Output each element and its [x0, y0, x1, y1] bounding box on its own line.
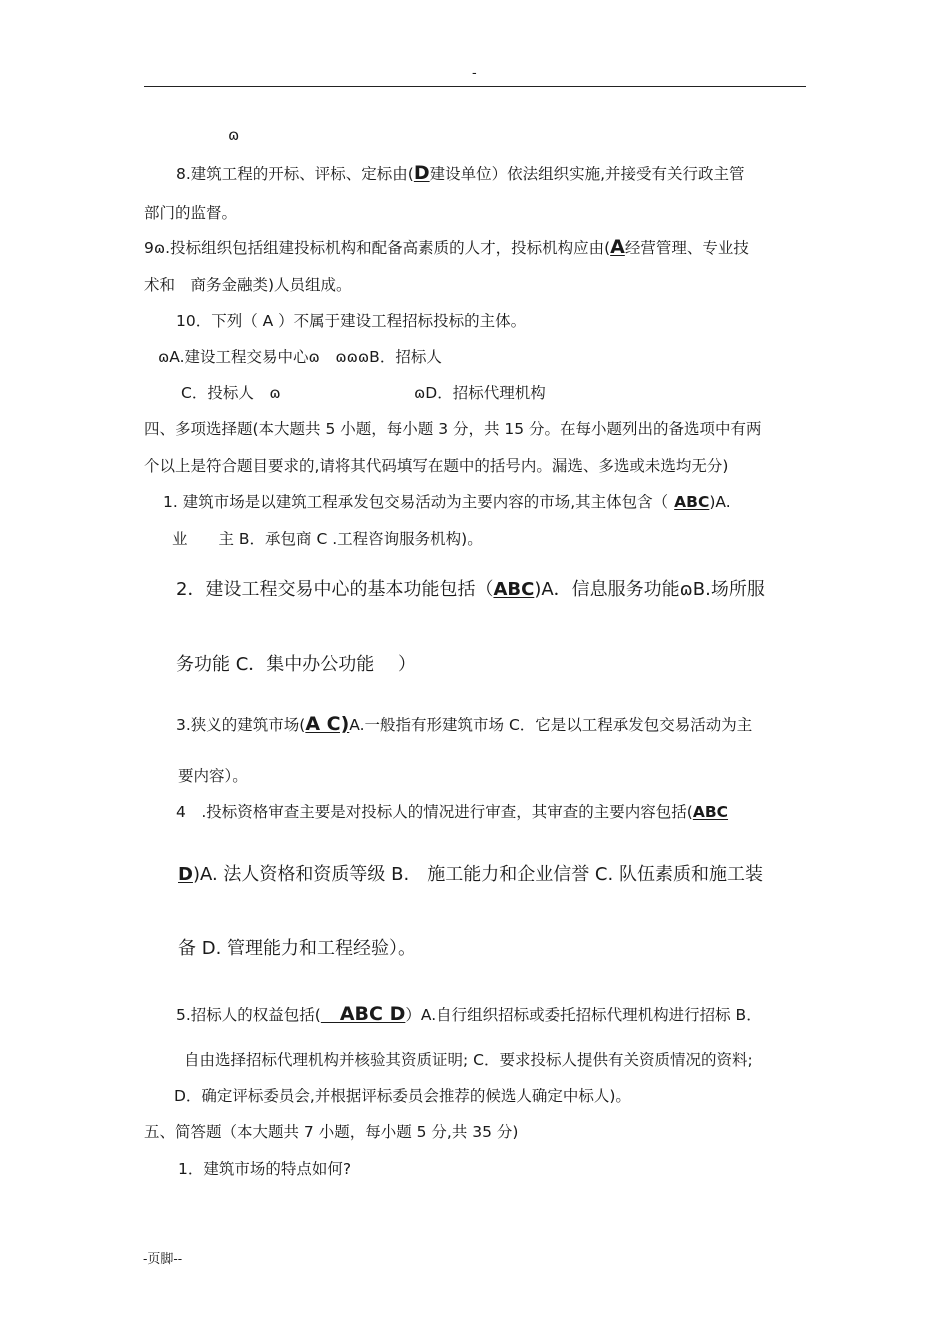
- header-dash: -: [472, 66, 477, 81]
- question-9-continued: 术和 商务金融类)人员组成。: [144, 276, 352, 294]
- multi-question-1-text-end: )A.: [709, 493, 731, 511]
- question-9: [144, 236, 749, 258]
- multi-question-4-answer: ABC: [692, 803, 729, 821]
- page-footer: -页脚--: [143, 1252, 183, 1267]
- multi-question-4-options: [178, 860, 763, 886]
- question-10: 10．下列（ A ）不属于建设工程招标投标的主体。: [176, 312, 527, 330]
- multi-question-1-answer: ABC: [674, 493, 710, 511]
- question-10-options-ab: ɷA.建设工程交易中心ɷ ɷɷɷB．招标人: [158, 348, 442, 366]
- multi-question-3-text: 3.狭义的建筑市场(: [176, 716, 306, 734]
- multi-question-2: [176, 575, 765, 601]
- section-4-title: 四、多项选择题(本大题共 5 小题，每小题 3 分，共 15 分。在每小题列出的备选项中有两: [144, 420, 762, 438]
- multi-question-3-text-end: A.一般指有形建筑市场 C．它是以工程承发包交易活动为主: [349, 716, 753, 734]
- multi-question-2-continued: 务功能 C．集中办公功能 ）: [176, 654, 417, 675]
- multi-question-4-options-text: )A. 法人资格和资质等级 B. 施工能力和企业信誉 C. 队伍素质和施工装: [192, 864, 763, 885]
- section-4-instructions: 个以上是符合题目要求的,请将其代码填写在题中的括号内。漏选、多选或未选均无分): [144, 457, 729, 475]
- multi-question-3-continued: 要内容）。: [178, 767, 248, 785]
- multi-question-3: [176, 713, 752, 735]
- multi-question-1-continued: 业 主 B．承包商 C .工程咨询服务机构)。: [172, 530, 483, 548]
- question-10-option-d: ɷD．招标代理机构: [414, 384, 546, 402]
- question-8-text: 8.建筑工程的开标、评标、定标由(: [176, 165, 414, 183]
- multi-question-1: [163, 490, 731, 512]
- multi-question-4-continued: 备 D. 管理能力和工程经验）。: [178, 938, 417, 959]
- multi-question-5-answer: ABC D: [320, 1003, 406, 1025]
- question-8-continued: 部门的监督。: [144, 204, 238, 222]
- multi-question-4: [176, 800, 728, 822]
- question-10-option-c: C．投标人 ɷ: [181, 384, 281, 402]
- multi-question-2-text-end: )A．信息服务功能ɷB.场所服: [534, 579, 765, 600]
- question-8-text-end: 建设单位）依法组织实施,并接受有关行政主管: [429, 165, 745, 183]
- stray-symbol: ɷ: [228, 126, 240, 144]
- short-question-1: 1．建筑市场的特点如何?: [178, 1160, 352, 1178]
- question-9-answer: A: [610, 236, 625, 258]
- multi-question-5-continued-1: 自由选择招标代理机构并核验其资质证明; C．要求投标人提供有关资质情况的资料;: [184, 1051, 753, 1069]
- multi-question-3-answer: A C): [305, 713, 350, 735]
- multi-question-5-text-end: ）A.自行组织招标或委托招标代理机构进行招标 B．: [405, 1006, 762, 1024]
- question-9-text-end: 经营管理、专业技: [624, 239, 749, 257]
- multi-question-2-answer: ABC: [493, 579, 535, 600]
- multi-question-1-text: 1. 建筑市场是以建筑工程承发包交易活动为主要内容的市场,其主体包含（: [163, 493, 669, 511]
- multi-question-5-text: 5.招标人的权益包括(: [176, 1006, 321, 1024]
- multi-question-5-continued-2: D．确定评标委员会,并根据评标委员会推荐的候选人确定中标人)。: [174, 1087, 631, 1105]
- section-5-title: 五、简答题（本大题共 7 小题，每小题 5 分,共 35 分): [144, 1123, 519, 1141]
- multi-question-4-text: 4 .投标资格审查主要是对投标人的情况进行审查，其审查的主要内容包括(: [176, 803, 693, 821]
- question-8-answer: D: [413, 162, 430, 184]
- header-rule: [144, 86, 806, 87]
- multi-question-2-text: 2．建设工程交易中心的基本功能包括（: [176, 579, 494, 600]
- question-8: [176, 162, 745, 184]
- multi-question-4-answer-cont: D: [178, 864, 193, 885]
- question-9-text: 9ɷ.投标组织包括组建投标机构和配备高素质的人才，投标机构应由(: [144, 239, 611, 257]
- multi-question-5: [176, 999, 762, 1026]
